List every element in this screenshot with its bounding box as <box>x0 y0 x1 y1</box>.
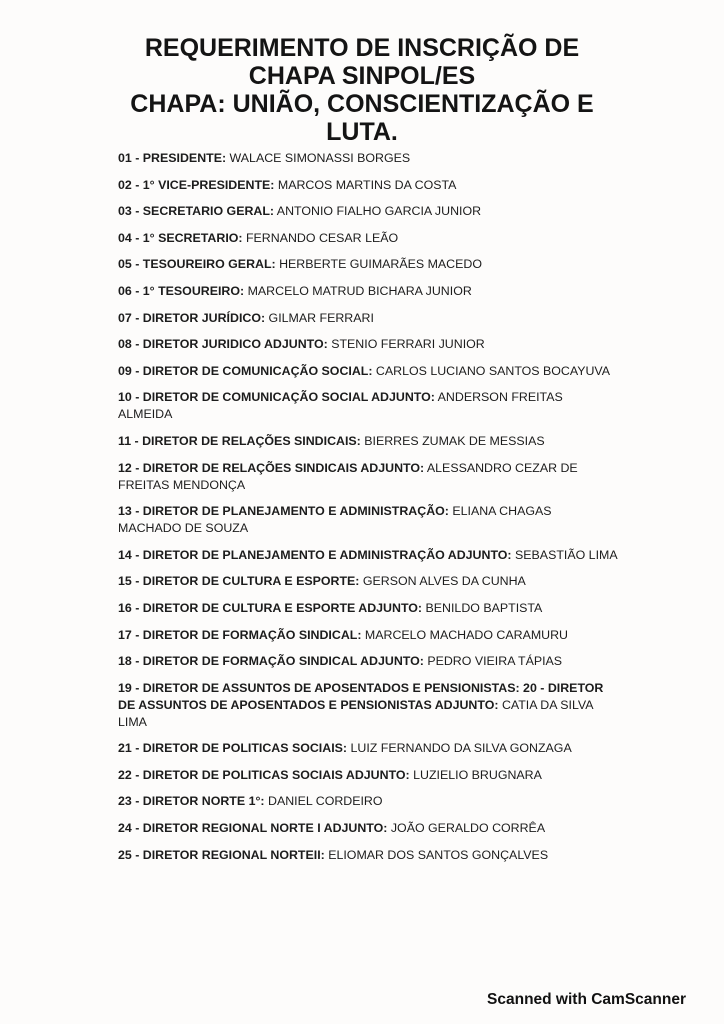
list-item <box>118 177 618 194</box>
scanner-watermark: Scanned with CamScanner <box>487 991 686 1008</box>
member-name: ALESSANDRO CEZAR DE FREITAS MENDONÇA <box>118 460 578 492</box>
member-name: GERSON ALVES DA CUNHA <box>359 574 526 589</box>
position-label: 06 - 1° TESOUREIRO: <box>118 283 245 298</box>
list-item <box>118 600 618 617</box>
member-name: CARLOS LUCIANO SANTOS BOCAYUVA <box>372 363 611 378</box>
position-label: 19 - DIRETOR DE ASSUNTOS DE APOSENTADOS E PENSIONISTAS: 20 - DIRETOR DE ASSUNTOS DE APOSENTADOS E PENSIONISTAS ADJUNTO: <box>118 680 604 712</box>
title-line: CHAPA SINPOL/ES <box>248 62 476 90</box>
position-label: 24 - DIRETOR REGIONAL NORTE I ADJUNTO: <box>118 821 388 836</box>
list-item <box>118 503 618 537</box>
member-name: ANTONIO FIALHO GARCIA JUNIOR <box>274 204 482 219</box>
position-label: 23 - DIRETOR NORTE 1°: <box>118 794 265 809</box>
member-name: MARCELO MACHADO CARAMURU <box>361 627 568 642</box>
member-name: JOÃO GERALDO CORRÊA <box>387 821 546 836</box>
member-name: MARCOS MARTINS DA COSTA <box>274 177 457 192</box>
position-label: 09 - DIRETOR DE COMUNICAÇÃO SOCIAL: <box>118 363 373 378</box>
member-name: BIERRES ZUMAK DE MESSIAS <box>360 433 545 448</box>
list-item <box>118 363 618 380</box>
position-label: 01 - PRESIDENTE: <box>118 151 227 165</box>
title-line: LUTA. <box>326 118 398 146</box>
position-label: 10 - DIRETOR DE COMUNICAÇÃO SOCIAL ADJUNTO: <box>118 390 435 405</box>
document-title <box>0 34 724 146</box>
member-name: BENILDO BAPTISTA <box>422 600 543 615</box>
member-name: LUZIELIO BRUGNARA <box>409 767 542 782</box>
list-item <box>118 547 618 564</box>
position-label: 13 - DIRETOR DE PLANEJAMENTO E ADMINISTRAÇÃO: <box>118 504 449 519</box>
member-name: ANDERSON FREITAS ALMEIDA <box>118 390 563 422</box>
member-name: FERNANDO CESAR LEÃO <box>242 230 399 245</box>
member-name: LUIZ FERNANDO DA SILVA GONZAGA <box>347 741 572 756</box>
title-line: CHAPA: UNIÃO, CONSCIENTIZAÇÃO E <box>130 90 594 118</box>
member-name: MARCELO MATRUD BICHARA JUNIOR <box>244 283 472 298</box>
list-item <box>118 203 618 220</box>
list-item <box>118 460 618 494</box>
member-name: WALACE SIMONASSI BORGES <box>226 151 411 165</box>
list-item <box>118 820 618 837</box>
position-label: 15 - DIRETOR DE CULTURA E ESPORTE: <box>118 574 360 589</box>
position-label: 08 - DIRETOR JURIDICO ADJUNTO: <box>118 337 328 352</box>
position-label: 22 - DIRETOR DE POLITICAS SOCIAIS ADJUNTO: <box>118 767 410 782</box>
list-item <box>118 680 618 731</box>
list-item <box>118 627 618 644</box>
member-name: STENIO FERRARI JUNIOR <box>327 337 485 352</box>
list-item <box>118 150 618 167</box>
position-label: 07 - DIRETOR JURÍDICO: <box>118 310 266 325</box>
title-line: REQUERIMENTO DE INSCRIÇÃO DE <box>144 34 580 62</box>
list-item <box>118 336 618 353</box>
member-list <box>118 150 618 873</box>
member-name: ELIANA CHAGAS MACHADO DE SOUZA <box>118 504 552 536</box>
position-label: 21 - DIRETOR DE POLITICAS SOCIAIS: <box>118 741 348 756</box>
list-item <box>118 767 618 784</box>
position-label: 04 - 1° SECRETARIO: <box>118 230 243 245</box>
position-label: 25 - DIRETOR REGIONAL NORTEII: <box>118 847 325 862</box>
list-item <box>118 230 618 247</box>
member-name: CATIA DA SILVA LIMA <box>118 697 593 729</box>
list-item <box>118 653 618 670</box>
position-label: 16 - DIRETOR DE CULTURA E ESPORTE ADJUNTO: <box>118 600 423 615</box>
list-item <box>118 310 618 327</box>
position-label: 17 - DIRETOR DE FORMAÇÃO SINDICAL: <box>118 627 362 642</box>
list-item <box>118 389 618 423</box>
list-item <box>118 793 618 810</box>
member-name: SEBASTIÃO LIMA <box>511 547 618 562</box>
list-item <box>118 847 618 864</box>
list-item <box>118 283 618 300</box>
position-label: 11 - DIRETOR DE RELAÇÕES SINDICAIS: <box>118 433 361 448</box>
position-label: 14 - DIRETOR DE PLANEJAMENTO E ADMINISTRAÇÃO ADJUNTO: <box>118 547 512 562</box>
position-label: 02 - 1° VICE-PRESIDENTE: <box>118 177 275 192</box>
position-label: 18 - DIRETOR DE FORMAÇÃO SINDICAL ADJUNTO: <box>118 654 424 669</box>
list-item <box>118 740 618 757</box>
position-label: 03 - SECRETARIO GERAL: <box>118 204 275 219</box>
member-name: DANIEL CORDEIRO <box>264 794 383 809</box>
position-label: 12 - DIRETOR DE RELAÇÕES SINDICAIS ADJUNTO: <box>118 460 425 475</box>
member-name: ELIOMAR DOS SANTOS GONÇALVES <box>324 847 549 862</box>
list-item <box>118 256 618 273</box>
position-label: 05 - TESOUREIRO GERAL: <box>118 257 276 272</box>
member-name: HERBERTE GUIMARÃES MACEDO <box>275 257 482 272</box>
list-item <box>118 573 618 590</box>
member-name: PEDRO VIEIRA TÁPIAS <box>423 654 563 669</box>
list-item <box>118 433 618 450</box>
member-name: GILMAR FERRARI <box>265 310 374 325</box>
